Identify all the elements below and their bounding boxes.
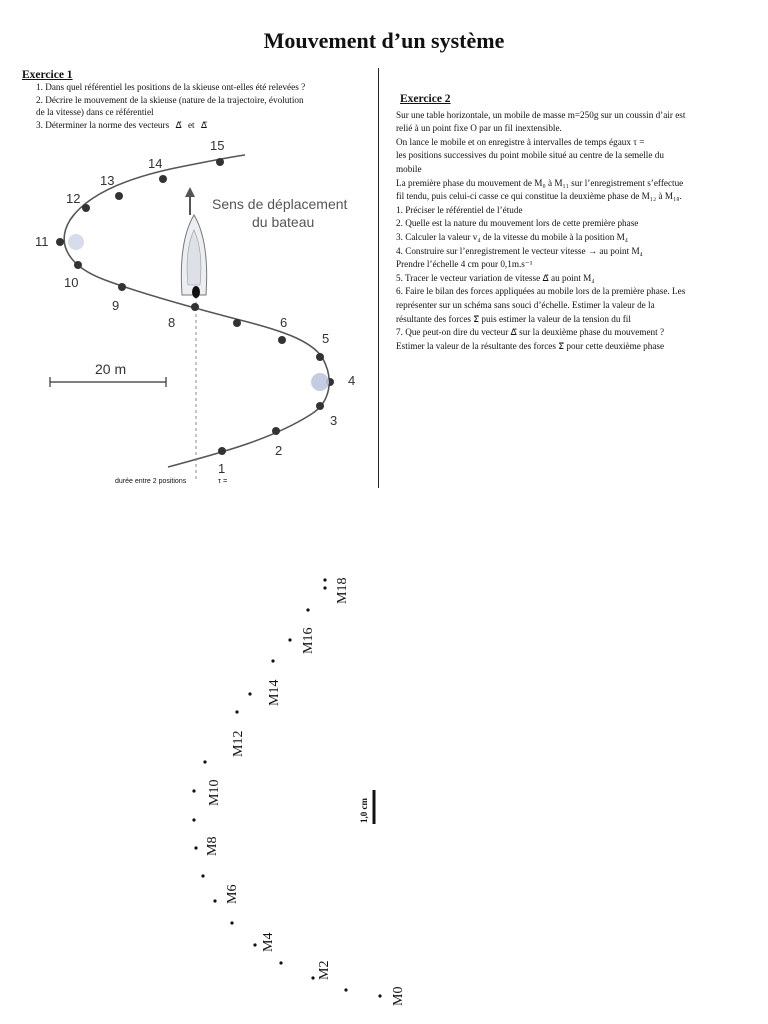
exercise2-line-18: Estimer la valeur de la résultante des forces Σ⃗ pour cette deuxième phase (396, 340, 665, 351)
recording-dot-m18 (323, 578, 326, 581)
position-point-12 (82, 204, 90, 212)
recording-dot-m11 (203, 760, 206, 763)
recording-label-m18: M18 (335, 577, 350, 604)
exercise2-line-14: 6. Faire le bilan des forces appliquées au mobile lors de la première phase. Les (396, 286, 686, 297)
position-label-2: 2 (275, 443, 283, 458)
position-label-5: 5 (322, 331, 330, 346)
recording-dot-m9 (192, 818, 195, 821)
direction-arrow-icon (185, 187, 195, 215)
exercise2-line-5: mobile (396, 163, 422, 174)
position-label-8: 8 (168, 315, 176, 330)
exercise2-line-3: On lance le mobile et on enregistre à intervalles de temps égaux τ = (396, 136, 645, 147)
position-point-11 (56, 238, 64, 246)
position-point-14 (159, 175, 167, 183)
scale-label: 20 m (95, 361, 127, 377)
page-title: Mouvement d’un système (263, 28, 505, 53)
recording-dot-m1 (344, 988, 347, 991)
recording-dot-m13 (248, 692, 251, 695)
recording-label-m8: M8 (205, 836, 220, 856)
column-divider (378, 68, 379, 488)
et-word: et (187, 119, 195, 130)
position-point-6 (278, 336, 286, 344)
recording-dot-m12 (235, 710, 238, 713)
scale-bar (50, 377, 166, 387)
position-label-13: 13 (100, 173, 115, 188)
recording-label-m16: M16 (301, 627, 316, 654)
recording-dot-m2 (311, 976, 314, 979)
position-label-3: 3 (330, 413, 338, 428)
exercise2-line-6: La première phase du mouvement de M₀ à M₁₁ sur l’enregistrement s’effectue (396, 177, 684, 188)
recording-label-m14: M14 (267, 679, 282, 706)
exercise1-title: Exercice 1 (22, 69, 73, 81)
recording-label-m10: M10 (207, 779, 222, 806)
position-point-5 (316, 353, 324, 361)
exercise1-question-2-cont: de la vitesse) dans ce référentiel (36, 107, 154, 118)
recording-dot-m5 (230, 921, 233, 924)
boat-shape (181, 215, 206, 298)
exercise1-question-3 (36, 119, 372, 131)
exercise2-line-17: 7. Que peut-on dire du vecteur Δ⃗ sur la deuxième phase du mouvement ? (396, 327, 665, 338)
position-label-9: 9 (112, 298, 120, 313)
exercise2-line-13: 5. Tracer le vecteur variation de vitesse Δ⃗ au point M₄ (396, 272, 595, 283)
exercise2-line-8: 1. Préciser le référentiel de l’étude (396, 204, 523, 215)
exercise2-line-10: 3. Calculer la valeur v₄ de la vitesse du mobile à la position M₄ (396, 231, 628, 242)
recording-figure (180, 560, 440, 1010)
skier-trajectory-figure (30, 135, 370, 490)
recording-label-m12: M12 (231, 730, 246, 757)
position-point-9 (118, 283, 126, 291)
halo-marker-right (311, 373, 329, 391)
position-point-3 (316, 402, 324, 410)
position-label-10: 10 (64, 275, 79, 290)
exercise1-question-3-text: 3. Déterminer la norme des vecteurs (36, 119, 170, 130)
exercise2-text (396, 93, 748, 353)
recording-dot-m10 (192, 789, 195, 792)
exercise2-line-2: relié à un point fixe O par un fil inextensible. (396, 123, 562, 134)
position-label-14: 14 (148, 156, 163, 171)
recording-label-m4: M4 (261, 932, 276, 952)
recording-dot-m15 (288, 638, 291, 641)
recording-dot-m0 (378, 994, 381, 997)
recording-label-m6: M6 (225, 884, 240, 904)
delta-vector-symbol-2: Δ⃗ (200, 119, 208, 130)
exercise2-line-1: Sur une table horizontale, un mobile de masse m=250g sur un coussin d’air est (396, 109, 686, 120)
halo-marker-left (68, 234, 84, 250)
exercise1-text (22, 69, 372, 131)
exercise1-question-2: 2. Décrire le mouvement de la skieuse (nature de la trajectoire, évolution (36, 94, 304, 105)
recording-dot-m17 (323, 586, 326, 589)
exercise2-line-12: Prendre l’échelle 4 cm pour 0,1m.s⁻¹ (396, 259, 533, 270)
exercise2-line-11: 4. Construire sur l’enregistrement le vecteur vitesse → au point M₄ (396, 245, 643, 256)
figure-caption-tau: τ = (218, 476, 228, 485)
position-point-7 (233, 319, 241, 327)
recording-label-m0: M0 (391, 986, 406, 1006)
recording-scale-label: 1,0 cm (359, 798, 369, 823)
exercise2-line-15: représenter sur un schéma sans souci d’échelle. Estimer la valeur de la (396, 299, 655, 310)
position-point-13 (115, 192, 123, 200)
recording-dot-m6 (213, 899, 216, 902)
position-label-15: 15 (210, 138, 225, 153)
recording-label-m2: M2 (317, 960, 332, 980)
position-point-15 (216, 158, 224, 166)
position-label-4: 4 (348, 373, 356, 388)
recording-dot-m16 (306, 608, 309, 611)
direction-label-line1: Sens de déplacement (212, 196, 348, 212)
exercise1-question-1: 1. Dans quel référentiel les positions de la skieuse ont-elles été relevées ? (36, 82, 306, 93)
recording-dot-m14 (271, 659, 274, 662)
exercise2-title: Exercice 2 (400, 93, 451, 105)
exercise2-line-7: fil tendu, puis celui-ci casse ce qui constitue la deuxième phase de M₁₂ à M₁₈. (396, 191, 682, 202)
position-point-2 (272, 427, 280, 435)
position-point-8 (191, 303, 199, 311)
recording-dot-m4 (253, 943, 256, 946)
exercise2-line-16: résultante des forces Σ⃗ puis estimer la valeur de la tension du fil (396, 313, 631, 324)
position-label-12: 12 (66, 191, 81, 206)
figure-caption: durée entre 2 positions (115, 478, 187, 485)
recording-dot-m8 (194, 846, 197, 849)
exercise2-line-4: les positions successives du point mobile situé au centre de la semelle du (396, 150, 664, 161)
exercise2-line-9: 2. Quelle est la nature du mouvement lors de cette première phase (396, 218, 639, 229)
position-label-6: 6 (280, 315, 288, 330)
recording-dot-m7 (201, 874, 204, 877)
delta-vector-symbol: Δ⃗ (175, 119, 182, 130)
position-point-10 (74, 261, 82, 269)
position-label-11: 11 (35, 234, 49, 249)
position-point-1 (218, 447, 226, 455)
recording-dot-m3 (279, 961, 282, 964)
direction-label-line2: du bateau (252, 214, 315, 230)
position-label-1: 1 (218, 461, 226, 476)
